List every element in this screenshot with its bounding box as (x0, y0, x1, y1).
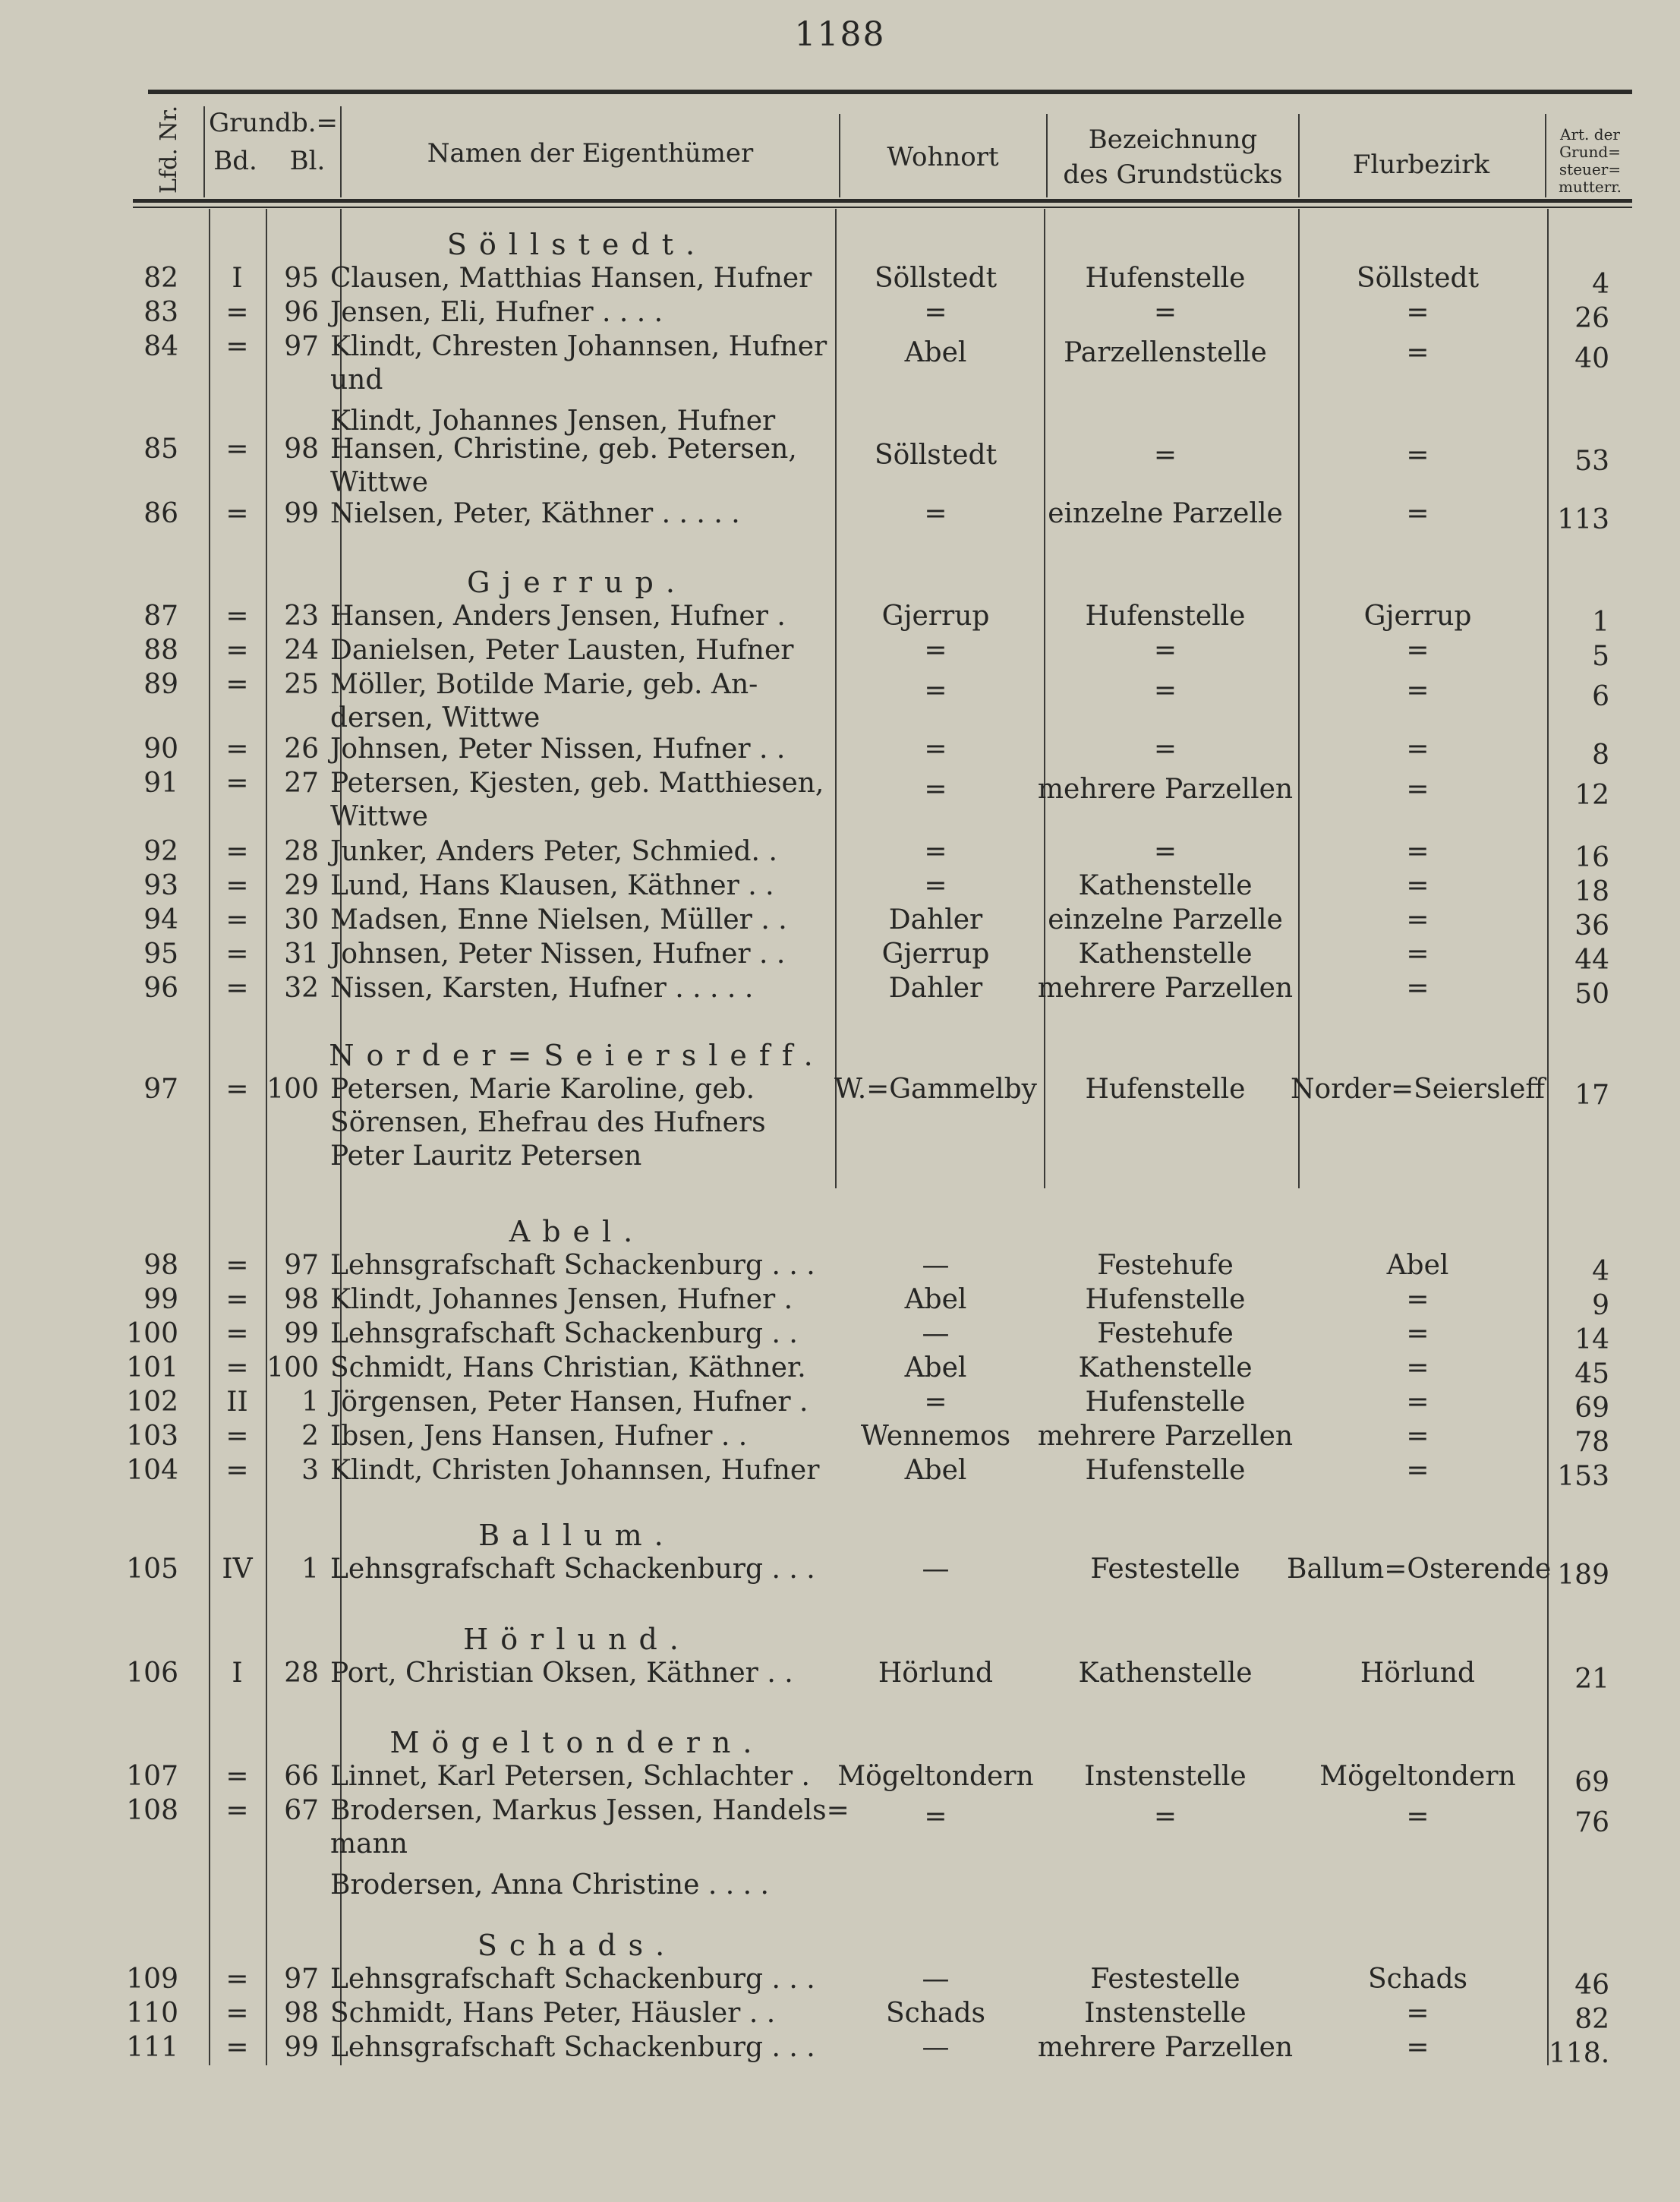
owner-name: Wittwe (330, 467, 428, 498)
grundbuch-band: = (225, 870, 249, 901)
owner-name: Port, Christian Oksen, Käthner . . (330, 1658, 793, 1689)
row-number: 83 (143, 297, 178, 328)
grundsteuer-artikel: 18 (1574, 876, 1609, 907)
flurbezirk: = (1406, 675, 1429, 706)
page-number: 1188 (794, 15, 886, 54)
wohnort: Abel (904, 1284, 967, 1315)
row-number: 94 (143, 904, 178, 935)
wohnort: = (924, 1801, 947, 1832)
grundstueck-bezeichnung: mehrere Parzellen (1037, 1421, 1294, 1452)
grundsteuer-artikel: 4 (1592, 269, 1609, 300)
owner-name: Möller, Botilde Marie, geb. An- (330, 669, 758, 700)
owner-name: Jensen, Eli, Hufner . . . . (330, 297, 663, 328)
grundsteuer-artikel: 78 (1574, 1427, 1609, 1458)
header-bl: Bl. (289, 146, 326, 176)
flurbezirk: = (1406, 1284, 1429, 1315)
row-number: 97 (143, 1074, 178, 1105)
grundstueck-bezeichnung: Festestelle (1090, 1964, 1240, 1995)
grundbuch-blatt: 97 (284, 1964, 319, 1995)
row-number: 109 (126, 1964, 178, 1995)
flurbezirk: = (1406, 870, 1429, 901)
owner-name: Lehnsgrafschaft Schackenburg . . . (330, 1554, 815, 1585)
grundstueck-bezeichnung: Instenstelle (1084, 1761, 1247, 1792)
owner-name: Brodersen, Markus Jessen, Handels= (330, 1795, 849, 1826)
grundsteuer-artikel: 9 (1592, 1290, 1609, 1321)
grundbuch-blatt: 100 (266, 1352, 319, 1383)
wohnort: — (922, 1964, 950, 1995)
grundbuch-blatt: 32 (284, 973, 319, 1004)
grundbuch-band: = (225, 733, 249, 765)
section-title: Söllstedt. (446, 228, 708, 261)
grundbuch-blatt: 99 (284, 498, 319, 529)
grundstueck-bezeichnung: = (1153, 1801, 1177, 1832)
grundstueck-bezeichnung: Hufenstelle (1085, 1455, 1246, 1486)
owner-name: mann (330, 1828, 408, 1860)
flurbezirk: = (1406, 2032, 1429, 2063)
grundbuch-blatt: 30 (284, 904, 319, 935)
flurbezirk: = (1406, 904, 1429, 935)
row-number: 110 (126, 1998, 178, 2029)
row-number: 85 (143, 434, 178, 465)
grundsteuer-artikel: 36 (1574, 910, 1609, 942)
grundbuch-band: = (225, 669, 249, 700)
header-bezeichnung-1: Bezeichnung (1088, 125, 1258, 155)
grundbuch-band: = (225, 434, 249, 465)
owner-name: Danielsen, Peter Lausten, Hufner (330, 635, 794, 666)
owner-name: Sörensen, Ehefrau des Hufners (330, 1107, 766, 1138)
grundbuch-band: = (225, 2032, 249, 2063)
wohnort: — (922, 1318, 950, 1349)
section-title: Mögeltondern. (389, 1726, 764, 1759)
grundsteuer-artikel: 17 (1574, 1080, 1609, 1111)
row-number: 93 (143, 870, 178, 901)
flurbezirk: Ballum=Osterende (1287, 1554, 1552, 1585)
grundsteuer-artikel: 14 (1574, 1324, 1609, 1355)
owner-name: Klindt, Chresten Johannsen, Hufner (330, 331, 827, 362)
grundbuch-band: = (225, 1074, 249, 1105)
grundbuch-band: = (225, 1795, 249, 1826)
grundsteuer-artikel: 69 (1574, 1393, 1609, 1424)
grundsteuer-artikel: 118. (1549, 2038, 1610, 2069)
row-number: 100 (126, 1318, 178, 1349)
grundsteuer-artikel: 44 (1574, 945, 1609, 976)
grundbuch-blatt: 26 (284, 733, 319, 765)
wohnort: Wennemos (860, 1421, 1011, 1452)
owner-name: Hansen, Anders Jensen, Hufner . (330, 601, 786, 632)
header-grundbuch: Grundb.= (208, 108, 339, 138)
grundstueck-bezeichnung: Hufenstelle (1085, 1284, 1246, 1315)
owner-name: Petersen, Marie Karoline, geb. (330, 1074, 755, 1105)
wohnort: Abel (904, 1352, 967, 1383)
grundbuch-blatt: 98 (284, 1284, 319, 1315)
grundbuch-blatt: 28 (284, 1658, 319, 1689)
grundbuch-blatt: 67 (284, 1795, 319, 1826)
header-art-2: Grund= (1559, 143, 1621, 161)
grundsteuer-artikel: 40 (1574, 343, 1609, 374)
grundstueck-bezeichnung: = (1153, 635, 1177, 666)
wohnort: = (924, 733, 947, 765)
owner-name: Lehnsgrafschaft Schackenburg . . . (330, 1250, 815, 1281)
grundstueck-bezeichnung: = (1153, 733, 1177, 765)
row-number: 92 (143, 836, 178, 867)
flurbezirk: = (1406, 440, 1429, 471)
owner-name: Peter Lauritz Petersen (330, 1140, 642, 1172)
flurbezirk: = (1406, 1801, 1429, 1832)
grundbuch-band: = (225, 635, 249, 666)
flurbezirk: = (1406, 1421, 1429, 1452)
wohnort: = (924, 498, 947, 529)
owner-name: Nissen, Karsten, Hufner . . . . . (330, 973, 754, 1004)
grundstueck-bezeichnung: Instenstelle (1084, 1998, 1247, 2029)
grundstueck-bezeichnung: Kathenstelle (1078, 870, 1253, 901)
grundsteuer-artikel: 113 (1557, 504, 1609, 535)
grundbuch-band: IV (222, 1554, 253, 1585)
owner-name: Wittwe (330, 801, 428, 832)
header-art-4: mutterr. (1558, 178, 1622, 196)
owner-name: dersen, Wittwe (330, 702, 541, 733)
owner-name: Schmidt, Hans Peter, Häusler . . (330, 1998, 776, 2029)
grundbuch-blatt: 1 (301, 1554, 319, 1585)
owner-name: Lehnsgrafschaft Schackenburg . . (330, 1318, 798, 1349)
grundsteuer-artikel: 8 (1592, 740, 1609, 771)
row-number: 111 (126, 2032, 178, 2063)
flurbezirk: = (1406, 774, 1429, 805)
wohnort: W.=Gammelby (834, 1074, 1037, 1105)
section-title: Abel. (509, 1215, 645, 1248)
flurbezirk: = (1406, 1998, 1429, 2029)
flurbezirk: = (1406, 1455, 1429, 1486)
grundstueck-bezeichnung: Kathenstelle (1078, 1352, 1253, 1383)
grundstueck-bezeichnung: Festestelle (1090, 1554, 1240, 1585)
header-bottom-rule (133, 199, 1632, 203)
owner-name: Klindt, Johannes Jensen, Hufner (330, 405, 776, 437)
grundstueck-bezeichnung: = (1153, 675, 1177, 706)
flurbezirk: = (1406, 1318, 1429, 1349)
row-number: 108 (126, 1795, 178, 1826)
flurbezirk: Hörlund (1360, 1658, 1476, 1689)
wohnort: Abel (904, 337, 967, 368)
header-bottom-thin-rule (133, 207, 1632, 208)
grundsteuer-artikel: 189 (1557, 1560, 1609, 1591)
grundstueck-bezeichnung: = (1153, 297, 1177, 328)
wohnort: = (924, 675, 947, 706)
grundstueck-bezeichnung: mehrere Parzellen (1037, 774, 1294, 805)
grundbuch-band: = (225, 836, 249, 867)
grundstueck-bezeichnung: Kathenstelle (1078, 939, 1253, 970)
row-number: 90 (143, 733, 178, 765)
row-number: 98 (143, 1250, 178, 1281)
owner-name: Schmidt, Hans Christian, Käthner. (330, 1352, 806, 1383)
wohnort: Gjerrup (881, 601, 990, 632)
wohnort: — (922, 2032, 950, 2063)
grundbuch-band: = (225, 1964, 249, 1995)
grundstueck-bezeichnung: Hufenstelle (1085, 1387, 1246, 1418)
header-wohnort: Wohnort (887, 142, 999, 172)
row-number: 84 (143, 331, 178, 362)
grundbuch-band: = (225, 1761, 249, 1792)
grundstueck-bezeichnung: Festehufe (1097, 1318, 1234, 1349)
owner-name: Lehnsgrafschaft Schackenburg . . . (330, 2032, 815, 2063)
row-number: 89 (143, 669, 178, 700)
owner-name: Brodersen, Anna Christine . . . . (330, 1869, 769, 1901)
grundbuch-band: = (225, 1250, 249, 1281)
grundbuch-band: = (225, 1998, 249, 2029)
flurbezirk: = (1406, 836, 1429, 867)
grundbuch-blatt: 23 (284, 601, 319, 632)
header-lfd-nr: Lfd. Nr. (156, 105, 182, 194)
owner-name: Junker, Anders Peter, Schmied. . (330, 836, 777, 867)
wohnort: Abel (904, 1455, 967, 1486)
row-number: 102 (126, 1387, 178, 1418)
flurbezirk: Abel (1386, 1250, 1449, 1281)
section-title: Norder=Seiersleff. (329, 1039, 825, 1072)
grundbuch-blatt: 98 (284, 434, 319, 465)
grundbuch-band: = (225, 939, 249, 970)
wohnort: — (922, 1250, 950, 1281)
grundsteuer-artikel: 6 (1592, 681, 1609, 712)
grundbuch-blatt: 98 (284, 1998, 319, 2029)
section-title: Hörlund. (463, 1623, 691, 1656)
grundsteuer-artikel: 45 (1574, 1358, 1609, 1390)
owner-name: Klindt, Christen Johannsen, Hufner (330, 1455, 820, 1486)
section-title: Schads. (477, 1929, 677, 1962)
header-art-1: Art. der (1560, 125, 1620, 144)
flurbezirk: Gjerrup (1363, 601, 1472, 632)
grundbuch-blatt: 31 (284, 939, 319, 970)
grundsteuer-artikel: 16 (1574, 842, 1609, 873)
row-number: 105 (126, 1554, 178, 1585)
grundstueck-bezeichnung: Parzellenstelle (1064, 337, 1267, 368)
grundstueck-bezeichnung: mehrere Parzellen (1037, 973, 1294, 1004)
owner-name: Lund, Hans Klausen, Käthner . . (330, 870, 774, 901)
grundsteuer-artikel: 69 (1574, 1767, 1609, 1798)
header-flurbezirk: Flurbezirk (1352, 150, 1490, 180)
wohnort: = (924, 774, 947, 805)
owner-name: Johnsen, Peter Nissen, Hufner . . (330, 733, 786, 765)
grundsteuer-artikel: 153 (1557, 1461, 1609, 1492)
grundbuch-band: = (225, 297, 249, 328)
owner-name: Clausen, Matthias Hansen, Hufner (330, 263, 812, 294)
flurbezirk: = (1406, 297, 1429, 328)
grundbuch-blatt: 27 (284, 768, 319, 799)
flurbezirk: = (1406, 1352, 1429, 1383)
grundbuch-band: = (225, 331, 249, 362)
wohnort: = (924, 635, 947, 666)
grundbuch-band: I (232, 263, 243, 294)
grundstueck-bezeichnung: Hufenstelle (1085, 263, 1246, 294)
grundbuch-blatt: 24 (284, 635, 319, 666)
grundsteuer-artikel: 50 (1574, 979, 1609, 1010)
grundbuch-band: = (225, 1284, 249, 1315)
flurbezirk: Norder=Seiersleff (1291, 1074, 1545, 1105)
wohnort: Hörlund (878, 1658, 994, 1689)
row-number: 95 (143, 939, 178, 970)
grundbuch-blatt: 99 (284, 2032, 319, 2063)
row-number: 103 (126, 1421, 178, 1452)
row-number: 87 (143, 601, 178, 632)
header-namen: Namen der Eigenthümer (427, 138, 754, 169)
wohnort: Dahler (888, 904, 983, 935)
grundbuch-blatt: 97 (284, 1250, 319, 1281)
owner-name: Klindt, Johannes Jensen, Hufner . (330, 1284, 793, 1315)
row-number: 104 (126, 1455, 178, 1486)
grundbuch-blatt: 25 (284, 669, 319, 700)
wohnort: Dahler (888, 973, 983, 1004)
wohnort: Gjerrup (881, 939, 990, 970)
flurbezirk: = (1406, 498, 1429, 529)
grundstueck-bezeichnung: Kathenstelle (1078, 1658, 1253, 1689)
grundsteuer-artikel: 76 (1574, 1807, 1609, 1838)
header-bezeichnung-2: des Grundstücks (1063, 159, 1283, 190)
section-title: Gjerrup. (467, 566, 687, 599)
flurbezirk: Söllstedt (1356, 263, 1480, 294)
flurbezirk: = (1406, 1387, 1429, 1418)
grundbuch-blatt: 97 (284, 331, 319, 362)
wohnort: Söllstedt (874, 263, 998, 294)
grundbuch-band: = (225, 601, 249, 632)
grundstueck-bezeichnung: mehrere Parzellen (1037, 2032, 1294, 2063)
grundbuch-band: = (225, 1352, 249, 1383)
row-number: 86 (143, 498, 178, 529)
grundbuch-band: = (225, 1455, 249, 1486)
row-number: 96 (143, 973, 178, 1004)
owner-name: und (330, 364, 383, 396)
grundbuch-band: I (232, 1658, 243, 1689)
owner-name: Lehnsgrafschaft Schackenburg . . . (330, 1964, 815, 1995)
grundbuch-band: = (225, 1318, 249, 1349)
header-art-3: steuer= (1559, 160, 1622, 178)
grundbuch-blatt: 100 (266, 1074, 319, 1105)
row-number: 99 (143, 1284, 178, 1315)
owner-name: Linnet, Karl Petersen, Schlachter . (330, 1761, 810, 1792)
flurbezirk: = (1406, 939, 1429, 970)
header-top-rule (148, 90, 1632, 94)
grundbuch-blatt: 29 (284, 870, 319, 901)
wohnort: Söllstedt (874, 440, 998, 471)
row-number: 91 (143, 768, 178, 799)
grundbuch-blatt: 3 (301, 1455, 319, 1486)
owner-name: Nielsen, Peter, Käthner . . . . . (330, 498, 740, 529)
grundsteuer-artikel: 21 (1574, 1664, 1609, 1695)
grundsteuer-artikel: 26 (1574, 303, 1609, 334)
grundstueck-bezeichnung: = (1153, 440, 1177, 471)
wohnort: Mögeltondern (837, 1761, 1034, 1792)
grundsteuer-artikel: 53 (1574, 446, 1609, 477)
grundbuch-blatt: 66 (284, 1761, 319, 1792)
grundstueck-bezeichnung: Hufenstelle (1085, 601, 1246, 632)
section-title: Ballum. (478, 1519, 676, 1552)
owner-name: Hansen, Christine, geb. Petersen, (330, 434, 797, 465)
wohnort: — (922, 1554, 950, 1585)
wohnort: = (924, 1387, 947, 1418)
row-number: 106 (126, 1658, 178, 1689)
wohnort: = (924, 297, 947, 328)
grundsteuer-artikel: 46 (1574, 1970, 1609, 2001)
grundbuch-blatt: 2 (301, 1421, 319, 1452)
grundbuch-band: = (225, 498, 249, 529)
grundsteuer-artikel: 82 (1574, 2004, 1609, 2035)
grundbuch-band: = (225, 768, 249, 799)
grundbuch-band: II (226, 1387, 248, 1418)
grundstueck-bezeichnung: einzelne Parzelle (1048, 498, 1283, 529)
owner-name: Madsen, Enne Nielsen, Müller . . (330, 904, 787, 935)
grundstueck-bezeichnung: = (1153, 836, 1177, 867)
flurbezirk: = (1406, 733, 1429, 765)
flurbezirk: = (1406, 635, 1429, 666)
grundbuch-blatt: 95 (284, 263, 319, 294)
row-number: 82 (143, 263, 178, 294)
grundsteuer-artikel: 4 (1592, 1256, 1609, 1287)
owner-name: Petersen, Kjesten, geb. Matthiesen, (330, 768, 824, 799)
grundbuch-band: = (225, 973, 249, 1004)
grundbuch-band: = (225, 1421, 249, 1452)
row-number: 101 (126, 1352, 178, 1383)
wohnort: Schads (886, 1998, 985, 2029)
wohnort: = (924, 836, 947, 867)
wohnort: = (924, 870, 947, 901)
flurbezirk: = (1406, 337, 1429, 368)
owner-name: Ibsen, Jens Hansen, Hufner . . (330, 1421, 748, 1452)
owner-name: Johnsen, Peter Nissen, Hufner . . (330, 939, 786, 970)
flurbezirk: Mögeltondern (1319, 1761, 1516, 1792)
grundsteuer-artikel: 5 (1592, 641, 1609, 672)
grundbuch-band: = (225, 904, 249, 935)
grundstueck-bezeichnung: einzelne Parzelle (1048, 904, 1283, 935)
header-bd: Bd. (213, 146, 257, 176)
grundsteuer-artikel: 12 (1574, 780, 1609, 811)
grundsteuer-artikel: 1 (1592, 607, 1609, 638)
flurbezirk: = (1406, 973, 1429, 1004)
flurbezirk: Schads (1368, 1964, 1467, 1995)
row-number: 107 (126, 1761, 178, 1792)
grundbuch-blatt: 28 (284, 836, 319, 867)
grundstueck-bezeichnung: Hufenstelle (1085, 1074, 1246, 1105)
grundbuch-blatt: 96 (284, 297, 319, 328)
owner-name: Jörgensen, Peter Hansen, Hufner . (330, 1387, 808, 1418)
grundstueck-bezeichnung: Festehufe (1097, 1250, 1234, 1281)
grundbuch-blatt: 99 (284, 1318, 319, 1349)
grundbuch-blatt: 1 (301, 1387, 319, 1418)
row-number: 88 (143, 635, 178, 666)
